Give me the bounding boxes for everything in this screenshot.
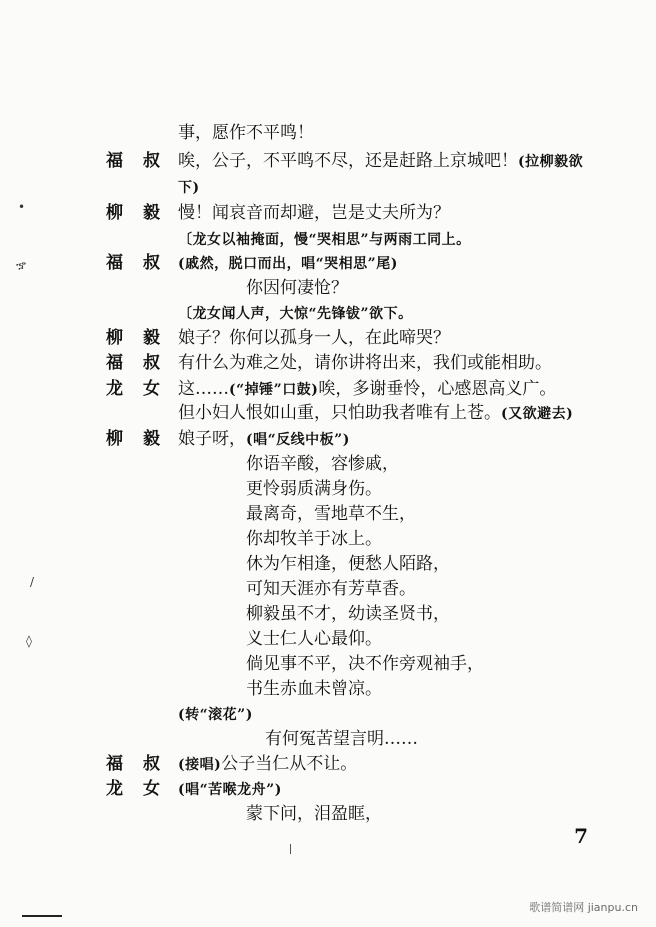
dialogue-text: 你因何凄怆？ (246, 278, 348, 298)
dialogue-text: 唉，公子，不平鸣不尽，还是赶路上京城吧！ (178, 151, 518, 171)
dialogue-text: 这…… (178, 379, 229, 399)
stage-direction: (戚然，脱口而出，唱“哭相思”尾) (178, 256, 398, 272)
scan-speck: • (18, 200, 26, 214)
script-line (178, 352, 552, 374)
script-line (178, 202, 450, 224)
script-line (178, 378, 556, 401)
dialogue-text: 更怜弱质满身伤。 (246, 479, 382, 499)
script-line (246, 478, 382, 500)
script-line (178, 228, 471, 251)
script-line (246, 503, 416, 525)
scan-mark (290, 844, 291, 854)
script-line (246, 628, 382, 650)
script-line (178, 402, 573, 425)
dialogue-text: 书生赤血未曾凉。 (246, 679, 382, 699)
dialogue-text: 有何冤苦望言明…… (265, 729, 418, 749)
dialogue-text: 但小妇人恨如山重，只怕助我者唯有上苍。 (178, 403, 501, 423)
dialogue-text: 可知天涯亦有芳草香。 (246, 579, 416, 599)
dialogue-text: 义士仁人心最仰。 (246, 629, 382, 649)
speaker-name: 柳毅 (106, 429, 180, 449)
dialogue-text: 唉，多谢垂怜，心感恩高义广。 (318, 379, 557, 399)
script-line (178, 150, 583, 173)
stage-direction: 下) (178, 180, 200, 196)
dialogue-text: 你却牧羊于冰上。 (246, 529, 382, 549)
stage-direction: (唱“苦喉龙舟”) (178, 782, 282, 798)
script-line (178, 778, 282, 801)
script-line (178, 122, 314, 144)
scan-speck: ኇ (16, 258, 26, 272)
stage-direction: 〔龙女以袖掩面，慢“哭相思”与两雨工同上。 (178, 232, 471, 248)
stage-direction: (转“滚花”) (178, 707, 253, 723)
script-line (246, 277, 348, 299)
dialogue-text: 蒙下问，泪盈眶， (246, 804, 382, 824)
stage-direction: (又欲避去) (501, 406, 574, 422)
dialogue-text: 你语辛酸，容惨戚， (246, 454, 399, 474)
dialogue-text: 倘见事不平，决不作旁观袖手， (246, 654, 484, 674)
scan-speck: ◊ (26, 634, 32, 648)
speaker-name: 柳毅 (106, 328, 180, 348)
speaker-name: 柳毅 (106, 203, 180, 223)
script-line (246, 678, 382, 700)
script-line (246, 603, 450, 625)
script-line (178, 753, 357, 776)
script-line (246, 528, 382, 550)
stage-direction: (拉柳毅欲 (518, 154, 584, 170)
speaker-name: 龙女 (106, 779, 180, 799)
script-line (246, 578, 416, 600)
dialogue-text: 娘子？你何以孤身一人，在此啼哭？ (178, 328, 450, 348)
script-line (246, 453, 399, 475)
script-line (246, 653, 484, 675)
script-line (246, 803, 382, 825)
script-line (178, 428, 350, 451)
scan-rule (22, 915, 62, 917)
stage-direction: (唱“反线中板”) (246, 432, 350, 448)
stage-direction: (“掉锤”口鼓) (229, 382, 319, 398)
dialogue-text: 公子当仁从不让。 (221, 754, 358, 774)
script-line (246, 553, 450, 575)
dialogue-text: 柳毅虽不才，幼读圣贤书， (246, 604, 450, 624)
script-line (178, 302, 413, 325)
page-number: 7 (574, 824, 588, 848)
dialogue-text: 最离奇，雪地草不生， (246, 504, 416, 524)
dialogue-text: 娘子呀， (178, 429, 246, 449)
script-line (178, 252, 398, 275)
script-line (178, 176, 200, 199)
stage-direction: 〔龙女闻人声，大惊“先锋钹”欲下。 (178, 306, 413, 322)
speaker-name: 福叔 (106, 754, 180, 774)
script-line (178, 703, 253, 726)
speaker-name: 福叔 (106, 253, 180, 273)
script-line (265, 728, 418, 750)
dialogue-text: 休为乍相逢，便愁人陌路， (246, 554, 450, 574)
watermark: 歌谱简谱网 jianpu.cn (529, 901, 638, 914)
dialogue-text: 有什么为难之处，请你讲将出来，我们或能相助。 (178, 353, 552, 373)
speaker-name: 福叔 (106, 151, 180, 171)
speaker-name: 龙女 (106, 379, 180, 399)
dialogue-text: 慢！闻哀音而却避，岂是丈夫所为？ (178, 203, 450, 223)
stage-direction: (接唱) (178, 757, 222, 773)
speaker-name: 福叔 (106, 353, 180, 373)
scan-speck: / (30, 575, 35, 589)
script-line (178, 327, 450, 349)
dialogue-text: 事，愿作不平鸣！ (178, 123, 314, 143)
